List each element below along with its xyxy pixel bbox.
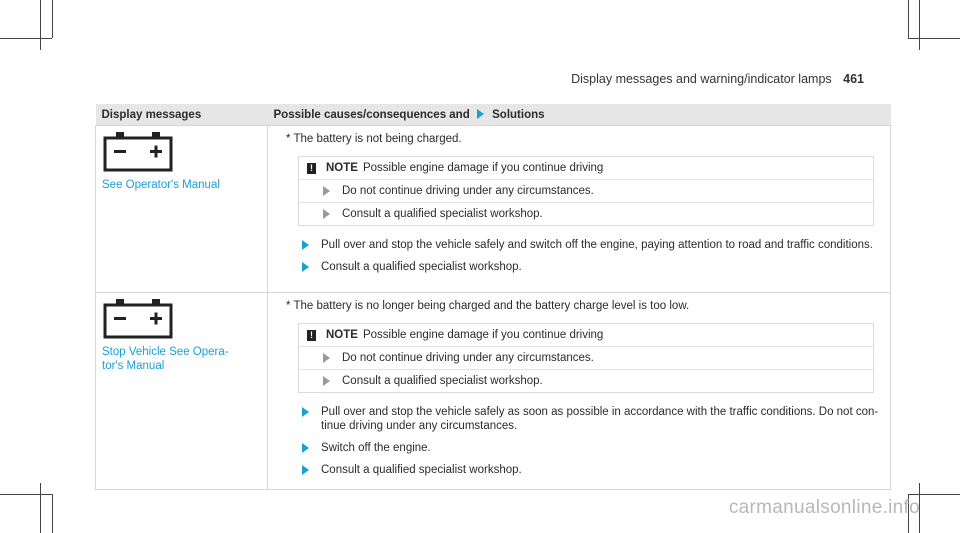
arrow-icon	[323, 186, 330, 196]
arrow-icon	[302, 407, 309, 417]
crop-mark	[908, 38, 960, 39]
arrow-icon	[302, 465, 309, 475]
watermark: carmanualsonline.info	[728, 497, 920, 518]
stop-vehicle-link[interactable]: Stop Vehicle See Opera- tor's Manual	[102, 346, 229, 372]
note-label: NOTE	[326, 162, 358, 174]
table-row	[96, 126, 891, 293]
battery-icon	[102, 299, 174, 339]
note-box	[298, 156, 874, 226]
note-text: Possible engine damage if you continue driving	[362, 162, 604, 174]
crop-mark	[0, 38, 52, 39]
note-label: NOTE	[326, 329, 358, 341]
cause-text: * The battery is no longer being charged and the battery charge level is too low.	[286, 300, 690, 312]
arrow-icon	[323, 209, 330, 219]
table-header-row	[96, 104, 891, 126]
crop-mark	[908, 494, 960, 495]
section-title: Display messages and warning/indicator lamps	[571, 72, 832, 86]
arrow-icon	[302, 262, 309, 272]
crop-mark	[40, 0, 41, 50]
crop-mark	[52, 0, 53, 38]
crop-mark	[919, 0, 920, 50]
display-messages-table	[95, 104, 891, 490]
battery-icon	[102, 132, 174, 172]
solution-step: Switch off the engine.	[298, 441, 880, 455]
operator-manual-link[interactable]: See Operator's Manual	[102, 179, 220, 191]
note-box	[298, 323, 874, 393]
list-item: Do not continue driving under any circumstances.	[299, 180, 873, 203]
arrow-icon	[323, 353, 330, 363]
arrow-icon	[477, 109, 484, 119]
solution-step: Consult a qualified specialist workshop.	[298, 463, 880, 477]
solution-step: Pull over and stop the vehicle safely as soon as possible in accordance with the traffic conditions. Do not con- tinue driving under any circumstances.	[298, 405, 880, 433]
solution-step: Pull over and stop the vehicle safely and switch off the engine, paying attention to road and traffic conditions.	[298, 238, 880, 252]
solutions-label: Solutions	[492, 108, 545, 121]
crop-mark	[40, 483, 41, 533]
warning-icon: !	[307, 163, 316, 174]
arrow-icon	[302, 443, 309, 453]
list-item: Consult a qualified specialist workshop.	[299, 370, 873, 392]
crop-mark	[908, 0, 909, 38]
note-text: Possible engine damage if you continue driving	[362, 329, 604, 341]
crop-mark	[0, 494, 52, 495]
crop-mark	[52, 494, 53, 533]
warning-icon: !	[307, 330, 316, 341]
running-header	[571, 72, 864, 86]
column-header-causes	[268, 104, 891, 126]
arrow-icon	[302, 240, 309, 250]
solution-step: Consult a qualified specialist workshop.	[298, 260, 880, 274]
cause-text: * The battery is not being charged.	[286, 133, 462, 145]
causes-label: Possible causes/consequences and	[273, 108, 470, 121]
table-row	[96, 293, 891, 490]
arrow-icon	[323, 376, 330, 386]
column-header-display-messages: Display messages	[96, 104, 268, 126]
list-item: Do not continue driving under any circumstances.	[299, 347, 873, 370]
list-item: Consult a qualified specialist workshop.	[299, 203, 873, 225]
page-number: 461	[843, 72, 864, 86]
